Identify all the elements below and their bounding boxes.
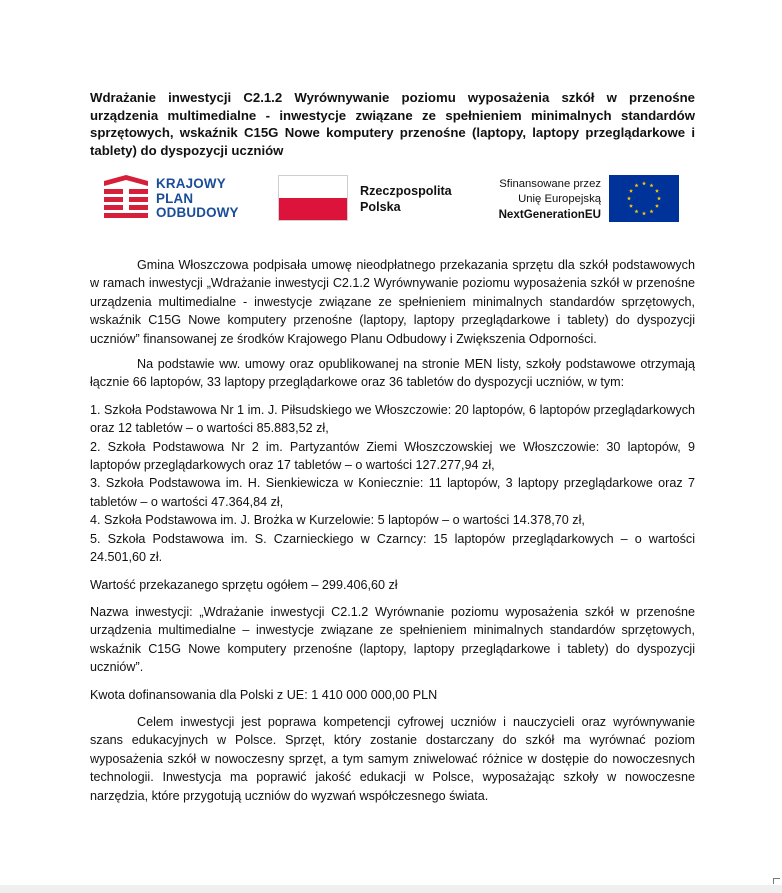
kpo-line-3: ODBUDOWY: [156, 205, 239, 221]
logo-bar: [104, 172, 684, 224]
rp-line-2: Polska: [360, 199, 401, 214]
eu-line-1: Sfinansowane przez: [499, 178, 601, 190]
page-corner-mark: [773, 878, 780, 884]
eu-logo-text: [479, 177, 601, 222]
kpo-line-2: PLAN: [156, 190, 194, 206]
kpo-line-1: KRAJOWY: [156, 176, 226, 191]
goal-paragraph: Celem inwestycji jest poprawa kompetencji cyfrowej uczniów i nauczycieli oraz wyrównywanie szans edukacyjnych w Polsce. Sprzęt, który zostanie dostarczany do szkół ma wyrównać poziom wyposażenia szkół w nowoczesny sprzęt, a tym samym zniwelować różnice w dostępie do nowoczesnych technologii. Inwestycja ma poprawić jakość edukacji w Polsce, wyposażając szkoły w nowoczesne narzędzia, które przygotują uczniów do wyzwań współczesnego świata.: [90, 714, 695, 803]
basis-paragraph: Na podstawie ww. umowy oraz opublikowanej na stronie MEN listy, szkoły podstawowe otrzymają łącznie 66 laptopów, 33 laptopy przeglądarkowe oraz 36 tabletów do dyspozycji uczniów, w tym:: [90, 357, 695, 390]
polish-flag-icon: [278, 175, 348, 221]
eu-logo: [479, 172, 684, 224]
eu-line-3: NextGenerationEU: [498, 208, 601, 221]
school-list-item: 4. Szkoła Podstawowa im. J. Brożka w Kurzelowie: 5 laptopów – o wartości 14.378,70 zł,: [90, 513, 585, 528]
eu-flag-icon: [609, 175, 679, 222]
kpo-logo: [104, 175, 254, 223]
page-bottom-edge: [0, 885, 782, 893]
document-title: Wdrażanie inwestycji C2.1.2 Wyrównywanie poziomu wyposażenia szkół w przenośne urządzenia multimedialne - inwestycje związane ze spełnieniem minimalnych standardów sprzętowych, wskaźnik C15G Nowe komputery przenośne (laptopy, laptopy przeglądarkowe i tablety) do dyspozycji uczniów: [90, 90, 695, 158]
kpo-logo-icon: [104, 175, 148, 221]
investment-name-paragraph: Nazwa inwestycji: „Wdrażanie inwestycji C2.1.2 Wyrównanie poziomu wyposażenia szkół w przenośne urządzenia multimedialne – inwestycje związane ze spełnieniem minimalnych standardów sprzętowych, wskaźnik C15G Nowe komputery przenośne (laptopy, laptopy przeglądarkowe i tablety) do dyspozycji uczniów”.: [90, 604, 695, 675]
total-value: Wartość przekazanego sprzętu ogółem – 299.406,60 zł: [90, 577, 398, 592]
school-list-item: 3. Szkoła Podstawowa im. H. Sienkiewicza w Koniecznie: 11 laptopów, 3 laptopy przeglądarkowe oraz 7 tabletów – o wartości 47.364,84 zł,: [90, 476, 695, 509]
document-body: [90, 256, 695, 805]
school-list-item: 1. Szkoła Podstawowa Nr 1 im. J. Piłsudskiego we Włoszczowie: 20 laptopów, 6 laptopów przeglądarkowych oraz 12 tabletów – o wartości 85.883,52 zł,: [90, 402, 695, 436]
rp-line-1: Rzeczpospolita: [360, 184, 452, 198]
kpo-logo-text: [156, 177, 239, 221]
school-list-item: 2. Szkoła Podstawowa Nr 2 im. Partyzantów Ziemi Włoszczowskiej we Włoszczowie: 30 laptopów, 9 laptopów przeglądarkowych oraz 17 tabletów – o wartości 127.277,94 zł,: [90, 439, 695, 473]
funding-amount: Kwota dofinansowania dla Polski z UE: 1 410 000 000,00 PLN: [90, 687, 438, 702]
rp-logo: [278, 175, 468, 223]
intro-paragraph: Gmina Włoszczowa podpisała umowę nieodpłatnego przekazania sprzętu dla szkół podstawowych w ramach inwestycji „Wdrażanie inwestycji C2.1.2 Wyrównywanie poziomu wyposażenia szkół w przenośne urządzenia multimedialne - inwestycje związane ze spełnieniem minimalnych standardów sprzętowych, wskaźnik C15G Nowe komputery przenośne (laptopy, laptopy przeglądarkowe i tablety) do dyspozycji uczniów” finansowanej ze środków Krajowego Planu Odbudowy i Zwiększenia Odporności.: [90, 258, 695, 346]
rp-logo-text: [360, 184, 452, 215]
school-list-item: 5. Szkoła Podstawowa im. S. Czarnieckiego w Czarncy: 15 laptopów przeglądarkowych – o wartości 24.501,60 zł.: [90, 531, 695, 565]
eu-line-2: Unię Europejską: [518, 193, 601, 205]
